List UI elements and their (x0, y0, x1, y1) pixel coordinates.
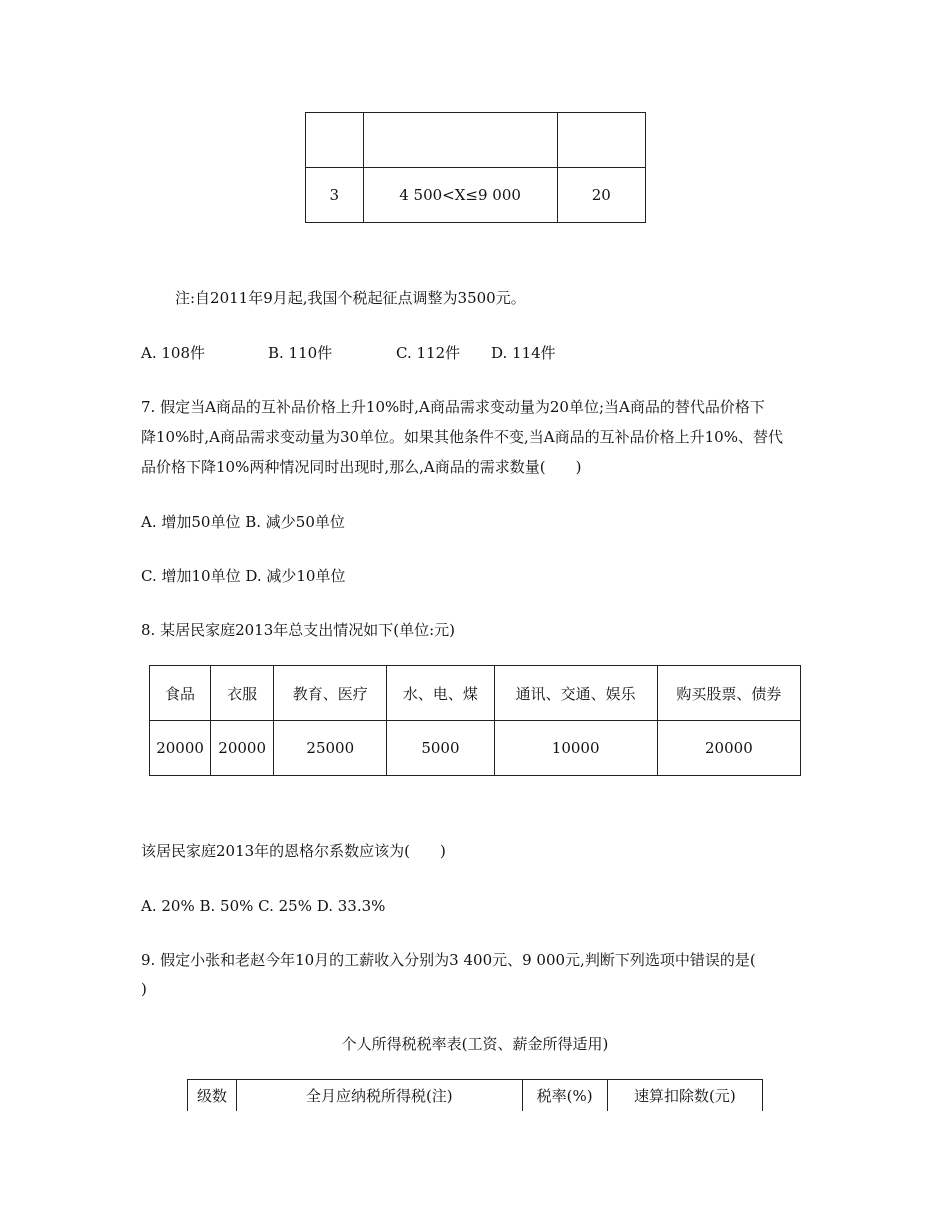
q7-stem-line-3: 品价格下降10%两种情况同时出现时,那么,A商品的需求数量( ) (141, 458, 582, 476)
header-cell: 通讯、交通、娱乐 (494, 666, 657, 721)
tax-rate-table (187, 1079, 763, 1111)
header-cell: 食品 (150, 666, 211, 721)
q8-question: 该居民家庭2013年的恩格尔系数应该为( ) (141, 842, 446, 860)
table-header-row (150, 666, 801, 721)
tax-table-title: 个人所得税税率表(工资、薪金所得适用) (341, 1035, 609, 1053)
q8-options: A. 20% B. 50% C. 25% D. 33.3% (141, 897, 386, 915)
value-cell: 25000 (274, 721, 387, 776)
q9-stem-line-2: ) (141, 980, 147, 998)
tax-note: 注:自2011年9月起,我国个税起征点调整为3500元。 (175, 289, 526, 307)
value-cell: 20000 (657, 721, 800, 776)
table-row (150, 721, 801, 776)
header-cell-level: 级数 (188, 1080, 237, 1111)
q7-options-1: A. 增加50单位 B. 减少50单位 (141, 513, 345, 531)
header-cell: 教育、医疗 (274, 666, 387, 721)
table-header-row (188, 1080, 763, 1111)
header-cell: 水、电、煤 (387, 666, 494, 721)
q6-option-c: C. 112件 (396, 344, 461, 362)
value-cell: 20000 (211, 721, 274, 776)
value-cell: 20000 (150, 721, 211, 776)
q7-stem-line-2: 降10%时,A商品需求变动量为30单位。如果其他条件不变,当A商品的互补品价格上升10%、替代 (141, 428, 783, 446)
q6-option-a: A. 108件 (141, 344, 205, 362)
q6-option-d: D. 114件 (491, 344, 556, 362)
table-row (306, 113, 646, 168)
table-cell-range: 4 500<X≤9 000 (363, 168, 557, 223)
header-cell: 购买股票、债券 (657, 666, 800, 721)
value-cell: 5000 (387, 721, 494, 776)
q7-stem-line-1: 7. 假定当A商品的互补品价格上升10%时,A商品需求变动量为20单位;当A商品的替代品价格下 (141, 398, 765, 416)
table-row (306, 168, 646, 223)
value-cell: 10000 (494, 721, 657, 776)
q7-options-2: C. 增加10单位 D. 减少10单位 (141, 567, 346, 585)
table-cell-rate: 20 (557, 168, 645, 223)
header-cell-deduction: 速算扣除数(元) (607, 1080, 762, 1111)
table-cell (306, 113, 364, 168)
q8-stem: 8. 某居民家庭2013年总支出情况如下(单位:元) (141, 621, 456, 639)
header-cell-rate: 税率(%) (522, 1080, 607, 1111)
header-cell-income: 全月应纳税所得税(注) (237, 1080, 522, 1111)
header-cell: 衣服 (211, 666, 274, 721)
q9-stem-line-1: 9. 假定小张和老赵今年10月的工薪收入分别为3 400元、9 000元,判断下列选项中错误的是( (141, 951, 756, 969)
table-cell (363, 113, 557, 168)
q6-option-b: B. 110件 (268, 344, 333, 362)
tax-table-continued (305, 112, 646, 223)
table-cell (557, 113, 645, 168)
expenditure-table (149, 665, 801, 776)
table-cell-level: 3 (306, 168, 364, 223)
